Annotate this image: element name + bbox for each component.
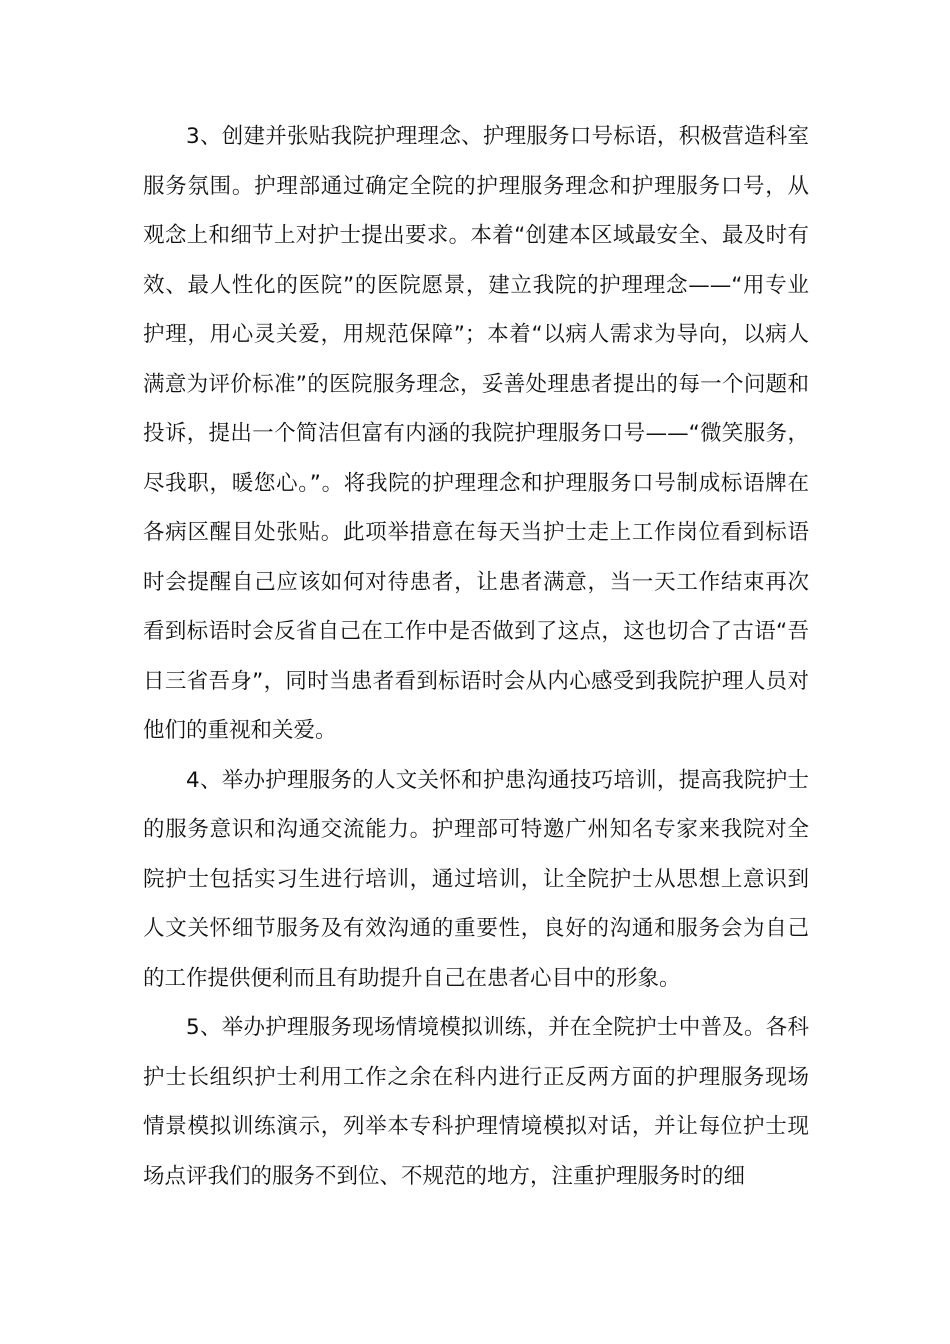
paragraph-5: 5、举办护理服务现场情境模拟训练，并在全院护士中普及。各科护士长组织护士利用工作之余在科内进行正反两方面的护理服务现场情景模拟训练演示，列举本专科护理情境模拟对话，并让每位护士现场点评我们的服务不到位、不规范的地方，注重护理服务时的细 [143,1015,809,1189]
paragraph-3: 3、创建并张贴我院护理理念、护理服务口号标语，积极营造科室服务氛围。护理部通过确定全院的护理服务理念和护理服务口号，从观念上和细节上对护士提出要求。本着“创建本区域最安全、最及时有效、最人性化的医院”的医院愿景，建立我院的护理理念——“用专业护理，用心灵关爱，用规范保障”；本着“以病人需求为导向，以病人满意为评价标准”的医院服务理念，妥善处理患者提出的每一个问题和投诉，提出一个简洁但富有内涵的我院护理服务口号——“微笑服务，尽我职，暖您心。”。将我院的护理理念和护理服务口号制成标语牌在各病区醒目处张贴。此项举措意在每天当护士走上工作岗位看到标语时会提醒自己应该如何对待患者，让患者满意，当一天工作结束再次看到标语时会反省自己在工作中是否做到了这点，这也切合了古语“吾日三省吾身”，同时当患者看到标语时会从内心感受到我院护理人员对他们的重视和关爱。 [143,124,809,743]
paragraph-4: 4、举办护理服务的人文关怀和护患沟通技巧培训，提高我院护士的服务意识和沟通交流能力。护理部可特邀广州知名专家来我院对全院护士包括实习生进行培训，通过培训，让全院护士从思想上意识到人文关怀细节服务及有效沟通的重要性，良好的沟通和服务会为自己的工作提供便利而且有助提升自己在患者心目中的形象。 [143,767,809,991]
document-body [143,112,809,1201]
